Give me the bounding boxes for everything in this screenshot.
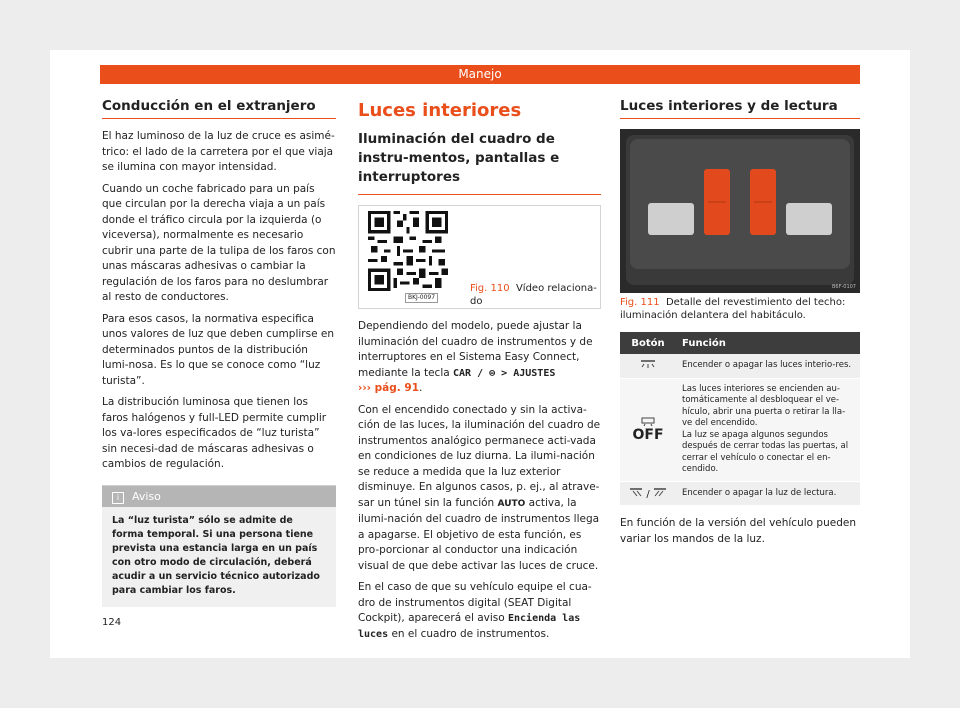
reading-light-icon bbox=[620, 481, 676, 506]
figure-caption bbox=[470, 282, 598, 308]
qr-code-label: BKJ-0097 bbox=[405, 293, 438, 303]
section-banner: Manejo bbox=[100, 65, 860, 84]
paragraph: Para esos casos, la normativa especifica unos valores de luz que deben cumplirse en determinados puntos de la distribución lumi-nosa. Es lo que se conoce como “luz turista”. bbox=[102, 312, 334, 387]
table-cell: Encender o apagar las luces interio-res. bbox=[676, 354, 860, 378]
ceiling-console-photo bbox=[620, 129, 860, 293]
figure-number: Fig. 111 bbox=[620, 297, 660, 308]
figure-caption bbox=[620, 297, 860, 322]
figure-number: Fig. 110 bbox=[470, 283, 510, 294]
door-light-off-icon bbox=[620, 378, 676, 481]
figure-110 bbox=[358, 205, 601, 309]
ceiling-light-icon bbox=[620, 354, 676, 378]
paragraph: El haz luminoso de la luz de cruce es asimé-trico: el lado de la carretera por el que viaja se ilumina con mayor intensidad. bbox=[102, 130, 335, 173]
table-cell: Las luces interiores se encienden au-tomáticamente al desbloquear el ve-hículo, abrir una puerta o retirar la lla-ve del encendido. La luz se apaga algunos segundos después de cerrar todas las puertas, al cerrar el vehículo o conectar el en-cendido. bbox=[676, 378, 860, 481]
section-title: Luces interiores bbox=[358, 100, 522, 121]
column-right bbox=[620, 98, 860, 553]
off-label: OFF bbox=[632, 427, 664, 443]
page-reference-link[interactable]: ››› pág. 91 bbox=[358, 382, 420, 394]
heading-conduccion: Conducción en el extranjero bbox=[102, 98, 336, 119]
text: Dependiendo del modelo, puede ajustar la iluminación del cuadro de instrumentos y de interruptores en el Sistema Easy Connect, mediante la tecla bbox=[358, 320, 593, 379]
table-row bbox=[620, 354, 860, 378]
auto-key: AUTO bbox=[497, 498, 526, 509]
page-number: 124 bbox=[102, 617, 122, 628]
aviso-box bbox=[102, 485, 336, 607]
display-message: Encienda las luces bbox=[358, 613, 581, 640]
separator: / bbox=[646, 488, 650, 500]
table-row bbox=[620, 378, 860, 481]
aviso-text: La “luz turista” sólo se admite de forma temporal. Si una persona tiene prevista una estancia larga en un país con otro modo de circulación, deberá acudir a un servicio técnico autorizado para cambiar los faros. bbox=[112, 514, 320, 596]
paragraph bbox=[358, 319, 601, 397]
ceiling-console-icon bbox=[620, 129, 860, 293]
info-icon: i bbox=[112, 492, 124, 504]
paragraph bbox=[358, 403, 601, 575]
aviso-header bbox=[102, 486, 336, 507]
paragraph: En función de la versión del vehículo pueden variar los mandos de la luz. bbox=[620, 517, 856, 545]
paragraph: Cuando un coche fabricado para un país que circulan por la derecha viaja a un país donde el tráfico circula por la izquierda (o viceversa), normalmente es necesario cubrir una parte de la tulipa de los faros con unas máscaras adhesivas o cambiar la regulación de los faros para no deslumbrar al resto de conductores. bbox=[102, 182, 336, 303]
text: En el caso de que su vehículo equipe el cua-dro de instrumentos digital (SEAT Digital Cockpit), aparecerá el aviso bbox=[358, 581, 592, 624]
table-header: Función bbox=[676, 332, 860, 354]
aviso-title: Aviso bbox=[132, 489, 161, 503]
column-left bbox=[102, 98, 336, 607]
menu-key: CAR / ⊜ > AJUSTES bbox=[453, 367, 556, 379]
text: . bbox=[419, 382, 423, 394]
paragraph: La distribución luminosa que tienen los faros halógenos y full-LED permite cumplir los va-lores especificados de “luz turista” sin necesi-dad de máscaras adhesivas o cambios de regulación. bbox=[102, 396, 327, 470]
text: Con el encendido conectado y sin la activa-ción de las luces, la iluminación del cuadro de instrumentos analógico permanece acti-vada en condiciones de luz diurna. La ilumi-nación se reduce a medida que la luz exterior disminuye. En algunos casos, p. ej., al atrave-sar un túnel sin la función bbox=[358, 403, 601, 509]
paragraph bbox=[358, 580, 601, 642]
figure-caption-text: Vídeo relaciona-do bbox=[470, 283, 597, 307]
table-row bbox=[620, 481, 860, 506]
qr-code-icon[interactable] bbox=[368, 211, 448, 291]
table-cell: Encender o apagar la luz de lectura. bbox=[676, 481, 860, 506]
function-table bbox=[620, 332, 860, 506]
photo-code: B6F-0107 bbox=[831, 284, 856, 290]
heading-luces-lectura: Luces interiores y de lectura bbox=[620, 98, 860, 119]
section-subtitle: Iluminación del cuadro de instru-mentos, pantallas e interruptores bbox=[358, 130, 601, 195]
column-middle bbox=[358, 98, 601, 648]
text: en el cuadro de instrumentos. bbox=[388, 627, 550, 640]
table-header: Botón bbox=[620, 332, 676, 354]
figure-caption-text: Detalle del revestimiento del techo: iluminación delantera del habitáculo. bbox=[620, 297, 846, 321]
text: activa, la ilumi-nación del cuadro de instrumentos llega a apagarse. El objetivo de esta función, es pro-porcionar al conductor una indicación visual de que debe activar las luces de cruce. bbox=[358, 496, 600, 572]
